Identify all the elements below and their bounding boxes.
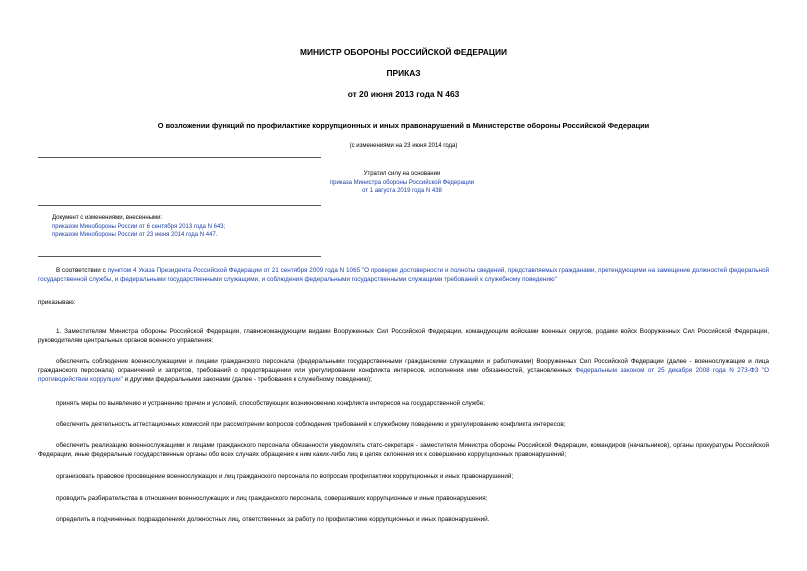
preamble-prefix: В соответствии с [56, 267, 108, 274]
amendment-link-2[interactable]: приказом Минобороны России от 23 июня 2014 года N 447. [52, 232, 218, 239]
paragraph-2-text: обеспечить соблюдение военнослужащими и лицами гражданского персонала (федеральными государственными гражданскими служащими и работниками) Вооруженных Сил Российской Федерации (далее - военнослужащие и лица гражданского персонала) ограничений и запретов, требований о предотвращении или урегулировании конфликта интересов, исполнения ими обязанностей, установленных [38, 358, 769, 375]
ministry-heading: МИНИСТР ОБОРОНЫ РОССИЙСКОЙ ФЕДЕРАЦИИ [299, 47, 508, 57]
paragraph-8: определить в подчиненных подразделениях должностных лиц, ответственных за работу по профилактике коррупционных и иных правонарушений. [56, 516, 490, 523]
order-word: приказываю: [38, 299, 76, 306]
divider-1 [38, 157, 321, 158]
paragraph-7: проводить разбирательства в отношении военнослужащих и лиц гражданского персонала, совершивших коррупционные и иные правонарушения; [56, 495, 488, 502]
paragraph-1: 1. Заместителям Министра обороны Российской Федерации, главнокомандующим видами Вооруженных Сил Российской Федерации, командующим войсками военных округов, родами войск Вооруженных Сил Российской Федерации, руководителям центральных органов военного управления: [38, 328, 769, 345]
federal-law-link[interactable]: Федеральным законом от 25 декабря 2008 года N 273-ФЗ "О противодействии коррупции" [38, 367, 770, 384]
amendments-block [52, 214, 352, 240]
decree-link[interactable]: пунктом 4 Указа Президента Российской Федерации от 21 сентября 2009 года N 1065 "О проверке достоверности и полноты сведений, представляемых гражданами, претендующими на замещение должностей федеральной государственной службы, и федеральными государственными служащими, и соблюдения федеральными государственными служащими требований к служебному поведению" [38, 267, 769, 284]
paragraph-2-tail: и другими федеральными законами (далее - требования к служебному поведению); [122, 376, 372, 384]
doc-date-number: от 20 июня 2013 года N 463 [347, 89, 460, 99]
repeal-order-date-link[interactable]: от 1 августа 2019 года N 438 [362, 188, 442, 195]
paragraph-5: обеспечить реализацию военнослужащими и лицами гражданского персонала обязанности уведомлять статс-секретаря - заместителя Министра обороны Российской Федерации, командиров (начальников), органы прокуратуры Российской Федерации, иные федеральные государственные органы обо всех случаях обращения к ним каких-либо лиц в целях склонения их к совершению коррупционных правонарушений; [38, 442, 769, 459]
repeal-line: Утратил силу на основании [363, 171, 441, 177]
repeal-order-link[interactable]: приказа Министра обороны Российской Федерации [329, 179, 475, 186]
repeal-notice [322, 170, 482, 196]
doc-title: О возложении функций по профилактике коррупционных и иных правонарушений в Министерстве обороны Российской Федерации [157, 121, 650, 130]
paragraph-3: принять меры по выявлению и устранению причин и условий, способствующих возникновению конфликта интересов на государственной службе; [56, 400, 485, 407]
amendments-label: Документ с изменениями, внесенными: [52, 215, 163, 221]
doc-type: ПРИКАЗ [386, 68, 421, 78]
amendment-link-1[interactable]: приказом Минобороны России от 6 сентября 2013 года N 643; [52, 223, 226, 230]
divider-2 [38, 205, 321, 206]
preamble [38, 266, 769, 284]
paragraph-4: обеспечить деятельность аттестационных комиссий при рассмотрении вопросов соблюдения требований к служебному поведению и урегулированию конфликта интересов; [56, 421, 566, 428]
paragraph-2 [38, 357, 769, 384]
divider-3 [38, 256, 321, 257]
paragraph-6: организовать правовое просвещение военнослужащих и лиц гражданского персонала по вопросам профилактики коррупционных и иных правонарушений; [56, 473, 514, 480]
revision-note: (с изменениями на 23 июня 2014 года) [349, 143, 458, 149]
